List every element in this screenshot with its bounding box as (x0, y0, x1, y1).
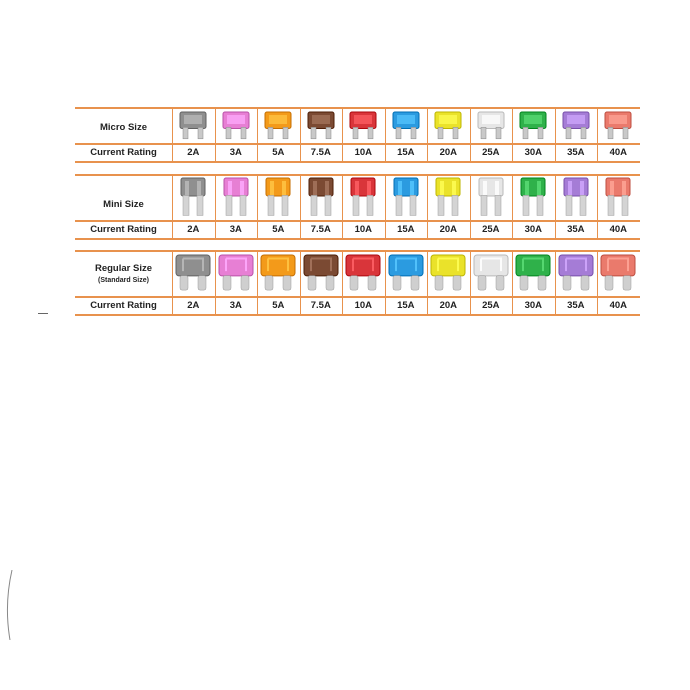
regular-fuse-2a (172, 250, 214, 296)
mini-size-label: Mini Size (103, 199, 144, 210)
rating-value: 7.5A (300, 297, 342, 314)
rating-value: 35A (555, 297, 597, 314)
fuse-icon (222, 177, 250, 217)
fuse-icon (306, 110, 336, 140)
fuse-icon (303, 254, 339, 292)
mini-fuse-35a (555, 174, 597, 220)
micro-fuse-40a (597, 107, 639, 143)
micro-fuse-2a (172, 107, 214, 143)
current-rating-label: Current Rating (90, 300, 157, 311)
fuse-icon (476, 110, 506, 140)
fuse-icon (349, 177, 377, 217)
regular-rating-row (75, 297, 640, 314)
rating-value: 25A (470, 297, 512, 314)
rating-value: 3A (215, 221, 257, 238)
fuse-icon (179, 177, 207, 217)
fuse-icon (558, 254, 594, 292)
fuse-icon (604, 177, 632, 217)
micro-fuse-20a (427, 107, 469, 143)
micro-fuse-3a (215, 107, 257, 143)
regular-fuse-row (75, 250, 640, 296)
mini-fuse-3a (215, 174, 257, 220)
fuse-icon (603, 110, 633, 140)
mini-fuse-20a (427, 174, 469, 220)
fuse-icon (388, 254, 424, 292)
rating-value: 25A (470, 144, 512, 161)
fuse-icon (519, 177, 547, 217)
stray-mark (38, 313, 48, 314)
regular-fuse-35a (555, 250, 597, 296)
rating-value: 10A (342, 221, 384, 238)
rating-value: 15A (385, 144, 427, 161)
fuse-icon (562, 177, 590, 217)
fuse-icon (391, 110, 421, 140)
micro-fuse-25a (470, 107, 512, 143)
rating-value: 5A (257, 221, 299, 238)
micro-fuse-30a (512, 107, 554, 143)
regular-size-title: Regular Size (94, 263, 153, 274)
fuse-icon (260, 254, 296, 292)
regular-fuse-40a (597, 250, 639, 296)
fuse-icon (600, 254, 636, 292)
regular-fuse-15a (385, 250, 427, 296)
rating-value: 20A (427, 297, 469, 314)
rating-value: 2A (172, 144, 214, 161)
fuse-icon (477, 177, 505, 217)
rating-value: 30A (512, 144, 554, 161)
fuse-icon (392, 177, 420, 217)
bottom-border (75, 161, 640, 163)
regular-fuse-7-5a (300, 250, 342, 296)
micro-fuse-7-5a (300, 107, 342, 143)
regular-fuse-30a (512, 250, 554, 296)
micro-fuse-15a (385, 107, 427, 143)
mini-fuse-row (75, 174, 640, 220)
fuse-icon (434, 177, 462, 217)
regular-fuse-3a (215, 250, 257, 296)
mini-fuse-25a (470, 174, 512, 220)
rating-value: 35A (555, 144, 597, 161)
edge-curve (4, 570, 14, 640)
regular-size-label (75, 263, 172, 287)
current-rating-label: Current Rating (90, 224, 157, 235)
mini-fuse-40a (597, 174, 639, 220)
fuse-icon (518, 110, 548, 140)
mini-fuse-30a (512, 174, 554, 220)
micro-rating-row (75, 144, 640, 161)
micro-fuse-10a (342, 107, 384, 143)
regular-fuse-20a (427, 250, 469, 296)
rating-value: 40A (597, 221, 639, 238)
micro-fuse-5a (257, 107, 299, 143)
rating-value: 40A (597, 297, 639, 314)
rating-value: 15A (385, 221, 427, 238)
mini-fuse-5a (257, 174, 299, 220)
fuse-icon (348, 110, 378, 140)
rating-value: 2A (172, 221, 214, 238)
fuse-icon (345, 254, 381, 292)
micro-fuse-row (75, 107, 640, 143)
micro-fuse-35a (555, 107, 597, 143)
standard-size-subtitle: (Standard Size) (98, 277, 149, 284)
fuse-icon (473, 254, 509, 292)
regular-fuse-25a (470, 250, 512, 296)
rating-value: 10A (342, 144, 384, 161)
rating-value: 20A (427, 144, 469, 161)
fuse-icon (430, 254, 466, 292)
rating-value: 30A (512, 221, 554, 238)
rating-value: 7.5A (300, 221, 342, 238)
rating-value: 5A (257, 297, 299, 314)
mini-rating-row (75, 221, 640, 238)
mini-fuse-15a (385, 174, 427, 220)
mini-fuse-10a (342, 174, 384, 220)
fuse-icon (264, 177, 292, 217)
bottom-border (75, 238, 640, 240)
rating-value: 5A (257, 144, 299, 161)
fuse-icon (307, 177, 335, 217)
rating-value: 15A (385, 297, 427, 314)
current-rating-label: Current Rating (90, 147, 157, 158)
rating-value: 3A (215, 297, 257, 314)
bottom-border (75, 314, 640, 316)
fuse-icon (561, 110, 591, 140)
rating-value: 30A (512, 297, 554, 314)
rating-value: 20A (427, 221, 469, 238)
fuse-icon (178, 110, 208, 140)
fuse-icon (218, 254, 254, 292)
rating-value: 2A (172, 297, 214, 314)
mini-fuse-7-5a (300, 174, 342, 220)
regular-fuse-10a (342, 250, 384, 296)
rating-value: 10A (342, 297, 384, 314)
regular-fuse-5a (257, 250, 299, 296)
rating-value: 7.5A (300, 144, 342, 161)
fuse-icon (175, 254, 211, 292)
fuse-icon (515, 254, 551, 292)
mini-fuse-2a (172, 174, 214, 220)
fuse-icon (433, 110, 463, 140)
rating-value: 3A (215, 144, 257, 161)
rating-value: 25A (470, 221, 512, 238)
rating-value: 40A (597, 144, 639, 161)
micro-size-label: Micro Size (100, 122, 147, 133)
fuse-icon (263, 110, 293, 140)
fuse-icon (221, 110, 251, 140)
rating-value: 35A (555, 221, 597, 238)
